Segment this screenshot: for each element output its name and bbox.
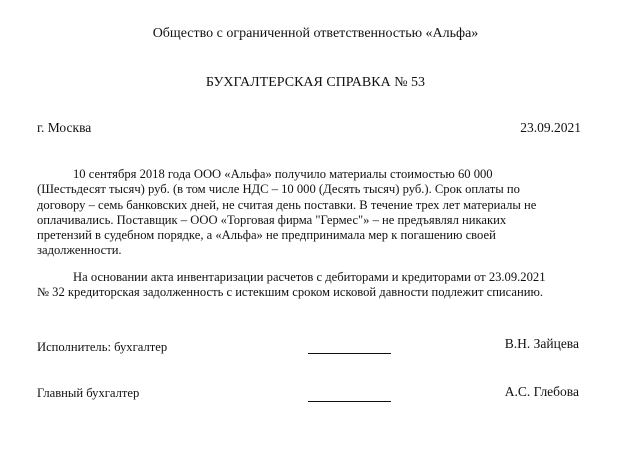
document-city: г. Москва: [37, 120, 92, 135]
signature-role-executor: Исполнитель: бухгалтер: [37, 340, 168, 354]
paragraph-line: оплачивались. Поставщик – ООО «Торговая фирма "Гермес"» – не предъявлял никаких: [37, 212, 507, 227]
paragraph-line: № 32 кредиторская задолженность с истекшим сроком исковой давности подлежит списанию.: [37, 285, 544, 300]
document-date: 23.09.2021: [520, 120, 581, 135]
signature-line: [308, 401, 391, 402]
paragraph-line: (Шестьдесят тысяч) руб. (в том числе НДС – 10 000 (Десять тысяч) руб.). Срок оплаты по: [37, 182, 520, 197]
signature-line: [308, 353, 391, 354]
paragraph-line: претензий в судебном порядке, а «Альфа» не предпринимала мер к погашению своей: [37, 228, 496, 243]
paragraph-line: задолженности.: [37, 243, 122, 258]
paragraph-main: [37, 167, 587, 259]
paragraph-line: 10 сентября 2018 года ООО «Альфа» получило материалы стоимостью 60 000: [73, 167, 493, 181]
signature-name-chief-accountant: А.С. Глебова: [504, 384, 579, 399]
organization-name: Общество с ограниченной ответственностью «Альфа»: [152, 26, 479, 41]
document-title: БУХГАЛТЕРСКАЯ СПРАВКА № 53: [205, 75, 426, 90]
paragraph-line: На основании акта инвентаризации расчетов с дебиторами и кредиторами от 23.09.2021: [73, 270, 546, 284]
signature-name-executor: В.Н. Зайцева: [504, 336, 579, 351]
signature-role-chief-accountant: Главный бухгалтер: [37, 386, 140, 400]
paragraph-basis: [37, 270, 587, 301]
paragraph-line: договору – семь банковских дней, не считая день поставки. В течение трех лет материалы не: [37, 197, 537, 212]
